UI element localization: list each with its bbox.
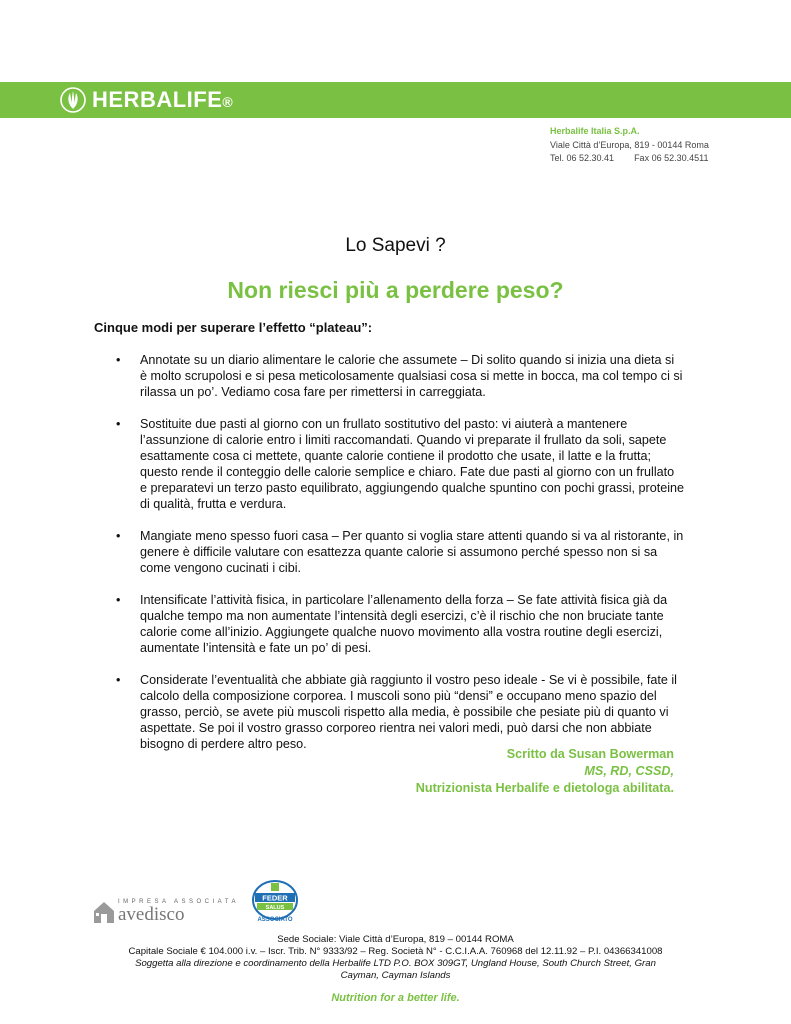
association-logos bbox=[93, 880, 299, 924]
list-item-text: Sostituite due pasti al giorno con un frullato sostitutivo del pasto: vi aiuterà a mantenere l’assunzione di calorie entro i limiti raccomandati. Quando vi preparate il frullato da soli, sapete esattamente cosa ci mettete, quante calorie contiene il prodotto che usate, il latte e la frutta; questo rende il conteggio delle calorie semplice e chiaro. Fate due pasti al giorno con un frullato e preparatevi un terzo pasto equilibrato, aggiungendo qualche spuntino con pochi grassi, proteine di qualità, frutta e verdura. bbox=[140, 417, 685, 511]
footer-line: Cayman, Cayman Islands bbox=[340, 970, 451, 981]
feder-text: FEDER bbox=[262, 893, 288, 903]
footer-line: Capitale Sociale € 104.000 i.v. – Iscr. Trib. N° 9333/92 – Reg. Società N° - C.C.I.A.A. 760968 del 12.11.92 – P.I. 04366341008 bbox=[128, 946, 663, 957]
bullet-icon: • bbox=[116, 417, 121, 431]
tips-list bbox=[94, 352, 684, 768]
federsalus-badge-icon bbox=[251, 880, 299, 924]
avedisco-subtitle: IMPRESA ASSOCIATA bbox=[118, 899, 239, 905]
article-kicker: Lo Sapevi ? bbox=[345, 235, 446, 256]
article-headline: Non riesci più a perdere peso? bbox=[227, 277, 564, 303]
bullet-icon: • bbox=[116, 673, 121, 687]
bullet-icon: • bbox=[116, 593, 121, 607]
bullet-icon: • bbox=[116, 529, 121, 543]
list-item bbox=[94, 416, 684, 512]
company-info bbox=[550, 125, 709, 166]
company-address: Viale Città d’Europa, 819 - 00144 Roma bbox=[550, 139, 709, 150]
footer bbox=[0, 934, 791, 982]
list-item-text: Considerate l’eventualità che abbiate già raggiunto il vostro peso ideale - Se vi è possibile, fate il calcolo della composizione corporea. I muscoli sono più “densi” e occupano meno spazio del grasso, perciò, se avete più muscoli rispetto alla media, è possibile che pesiate più di quanto vi aspettate. Se poi il vostro grasso corporeo rientra nei valori medi, può darsi che non abbiate bisogno di perdere altro peso. bbox=[140, 673, 677, 751]
list-item bbox=[94, 528, 684, 576]
logo-text: HERBALIFE® bbox=[92, 87, 234, 112]
signature-author: Scritto da Susan Bowerman bbox=[506, 747, 674, 761]
salus-text: SALUS bbox=[265, 905, 285, 911]
list-item bbox=[94, 352, 684, 400]
list-item bbox=[94, 592, 684, 656]
herbalife-leaf-icon bbox=[60, 87, 86, 113]
footer-tagline: Nutrition for a better life. bbox=[331, 992, 460, 1004]
list-item-text: Intensificate l’attività fisica, in particolare l’allenamento della forza – Se fate attività fisica già da qualche tempo ma non aumentate l’intensità degli esercizi, c’è il rischio che non bruciate tante calorie come all’inizio. Aggiungete qualche nuovo movimento alla vostra routine degli esercizi, aumentate l’intensità e fate un po’ di pesi. bbox=[140, 593, 668, 655]
signature-role: Nutrizionista Herbalife e dietologa abilitata. bbox=[415, 781, 674, 795]
herbalife-logo bbox=[60, 86, 233, 114]
company-fax: Fax 06 52.30.4511 bbox=[634, 153, 709, 163]
avedisco-logo bbox=[93, 899, 239, 924]
signature-credentials: MS, RD, CSSD, bbox=[584, 764, 674, 778]
associato-text: ASSOCIATO bbox=[257, 917, 293, 923]
article-intro: Cinque modi per superare l’effetto “plateau”: bbox=[94, 320, 373, 335]
signature bbox=[416, 746, 674, 797]
house-icon bbox=[93, 900, 115, 924]
company-name: Herbalife Italia S.p.A. bbox=[550, 126, 640, 136]
list-item-text: Mangiate meno spesso fuori casa – Per quanto si voglia stare attenti quando si va al ristorante, in genere è difficile valutare con esattezza quante calorie si assumono perché spesso non si sa come vengono cucinati i cibi. bbox=[140, 529, 684, 575]
avedisco-name: avedisco bbox=[118, 904, 185, 925]
company-tel: Tel. 06 52.30.41 bbox=[550, 153, 615, 163]
company-phone bbox=[550, 152, 709, 166]
bullet-icon: • bbox=[116, 353, 121, 367]
footer-line: Soggetta alla direzione e coordinamento della Herbalife LTD P.O. BOX 309GT, Ungland House, South Church Street, Gran bbox=[135, 958, 656, 969]
footer-line: Sede Sociale: Viale Città d’Europa, 819 – 00144 ROMA bbox=[277, 934, 514, 945]
list-item-text: Annotate su un diario alimentare le calorie che assumete – Di solito quando si inizia una dieta si è molto scrupolosi e si pesa meticolosamente qualsiasi cosa si mette in bocca, ma col tempo ci si rilassa un po’. Vediamo cosa fare per rimettersi in carreggiata. bbox=[140, 353, 683, 399]
list-item bbox=[94, 672, 684, 752]
